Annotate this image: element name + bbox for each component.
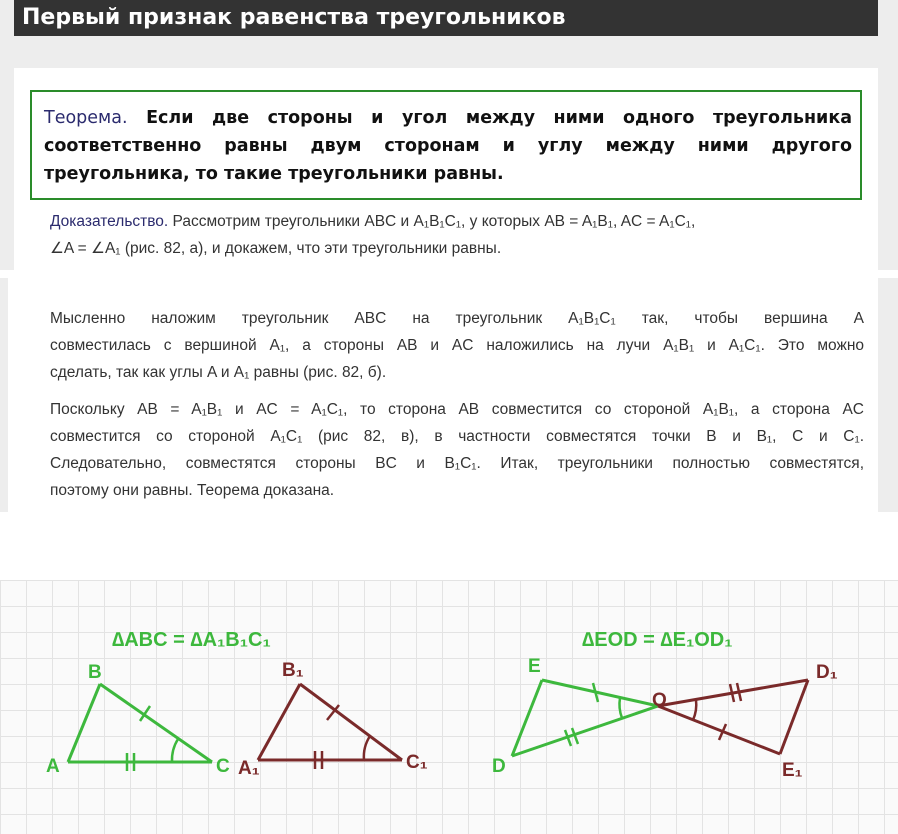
- theorem-line-2: соответственно равны двум сторонам и углу между ними другого: [44, 136, 852, 156]
- paragraph2-line-4: поэтому они равны. Теорема доказана.: [50, 482, 335, 499]
- proof-label: Доказательство.: [50, 213, 169, 230]
- proof-text-1: Рассмотрим треугольники ABC и A₁B₁C₁, у которых AB = A₁B₁, AC = A₁C₁,: [172, 213, 696, 230]
- divider-strip: [0, 270, 898, 278]
- theorem-label: Теорема.: [44, 108, 128, 128]
- page-title: Первый признак равенства треугольников: [22, 5, 566, 30]
- paragraph1-line-2: совместилась с вершиной A₁, а стороны AB и AC наложились на лучи A₁B₁ и A₁C₁. Это можно: [50, 337, 864, 354]
- paragraph1-line-3: сделать, так как углы A и A₁ равны (рис. 82, б).: [50, 364, 387, 381]
- label-a1: A₁: [238, 758, 260, 779]
- paragraph2-line-2: совместится со стороной A₁C₁ (рис 82, в), в частности совместятся точки B и B₁, C и C₁.: [50, 428, 864, 445]
- label-a: A: [46, 756, 60, 777]
- paragraph2-line-3: Следовательно, совместятся стороны BC и B₁C₁. Итак, треугольники полностью совместятся,: [50, 455, 864, 472]
- triangles-figure: [0, 580, 898, 834]
- label-e1: E₁: [782, 760, 803, 781]
- proof-line-2: ∠A = ∠A₁ (рис. 82, а), и докажем, что эти треугольники равны.: [50, 240, 502, 257]
- label-b: B: [88, 662, 102, 683]
- theorem-line-1: [44, 104, 852, 132]
- label-c1: C₁: [406, 752, 428, 773]
- label-c: C: [216, 756, 230, 777]
- label-e: E: [528, 656, 541, 677]
- label-d: D: [492, 756, 506, 777]
- theorem-text-1: Если две стороны и угол между ними одного треугольника: [146, 108, 853, 128]
- paragraph1-line-1: Мысленно наложим треугольник ABC на треугольник A₁B₁C₁ так, чтобы вершина A: [50, 310, 864, 327]
- theorem-box: [30, 90, 862, 200]
- label-o: O: [652, 690, 667, 711]
- label-d1: D₁: [816, 662, 838, 683]
- label-b1: B₁: [282, 660, 304, 681]
- paragraph2-line-1: Поскольку AB = A₁B₁ и AC = A₁C₁, то сторона AB совместится со стороной A₁B₁, а сторона AC: [50, 401, 864, 418]
- equation-left: ∆ABC = ∆A₁B₁C₁: [112, 629, 271, 651]
- theorem-line-3: треугольника, то такие треугольники равны.: [44, 164, 504, 184]
- equation-right: ∆EOD = ∆E₁OD₁: [582, 629, 733, 651]
- proof-line-1: [50, 208, 864, 235]
